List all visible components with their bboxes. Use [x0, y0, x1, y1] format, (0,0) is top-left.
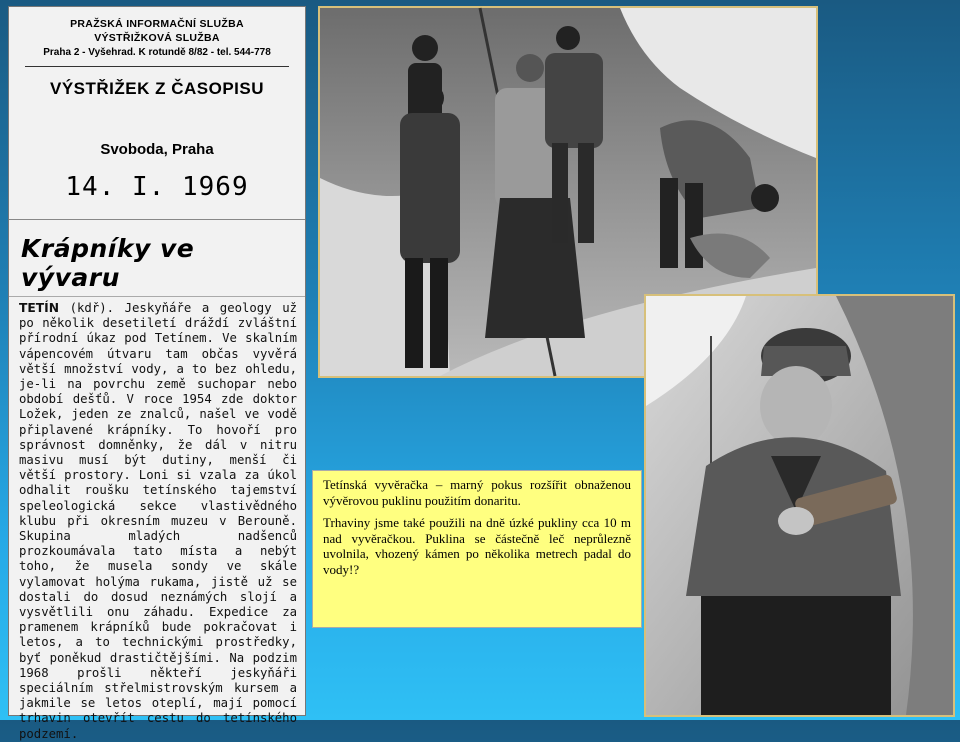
agency-line-2: VÝSTŘIŽKOVÁ SLUŽBA: [94, 32, 220, 44]
newspaper-clipping: [8, 6, 306, 741]
article-lead: TETÍN: [19, 301, 60, 315]
agency-address: Praha 2 - Vyšehrad. K rotundě 8/82 - tel. 544-778: [43, 47, 271, 58]
agency-name: [9, 7, 305, 45]
clipping-date: 14. I. 1969: [65, 172, 249, 202]
stamp-divider: [25, 66, 289, 67]
caption-paragraph-2: Trhaviny jsme také použili na dně úzké pukliny cca 10 m nad vyvěračkou. Puklina se částečně leč neprůlezně uvolnila, vhozený kámen po několika metrech padal do vody!?: [323, 515, 631, 577]
article-text: (kdř). Jeskyňáře a geology už po několik desetiletí dráždí zvláštní přírodní úkaz pod Tetínem. Ve skalním vápencovém útvaru tam občas vyvěrá větší množství vody, a to bez ohledu, je-li na povrchu země suchopar nebo období dešťů. V roce 1954 zde doktor Ložek, jeden ze znalců, našel ve vodě připlavené krápníky. To hovoří pro správnost domněnky, že dál v nitru masivu musí být dutiny, menší či větší prostory. Loni si vzala za úkol odhalit roušku tetínského tajemství speleologická sekce vlastivědného klubu při okresním muzeu v Berouně. Skupina mladých nadšenců prozkoumávala tato místa a nebýt toho, že musela sondy ve skále vylamovat holýma rukama, jistě už se dostali do dosud neznámých slojí a vysvětlili onu záhadu. Expedice za pramenem krápníků bude pokračovat i letos, a to technickými prostředky, byť poněkud drastičtějšími. Na podzim 1968 prošli někteří jeskyňáři speciálním střelmistrovským kursem a jakmile se letos oteplí, mají pomocí trhavin otevřít cestu do tetínského podzemí.: [19, 301, 297, 741]
man-photo-image: [646, 296, 953, 715]
clipping-service-stamp: [9, 7, 305, 220]
caption-paragraph-1: Tetínská vyvěračka – marný pokus rozšířit obnaženou vývěrovou puklinu použitím donaritu.: [323, 477, 631, 508]
clipping-source: Svoboda, Praha: [100, 141, 214, 158]
man-photo: [644, 294, 955, 717]
article-body: [9, 297, 305, 742]
clipping-heading: VÝSTŘIŽEK Z ČASOPISU: [49, 79, 265, 98]
photo-caption: [312, 470, 642, 628]
agency-line-1: PRAŽSKÁ INFORMAČNÍ SLUŽBA: [70, 18, 244, 30]
article-title: Krápníky ve vývaru: [9, 220, 305, 297]
